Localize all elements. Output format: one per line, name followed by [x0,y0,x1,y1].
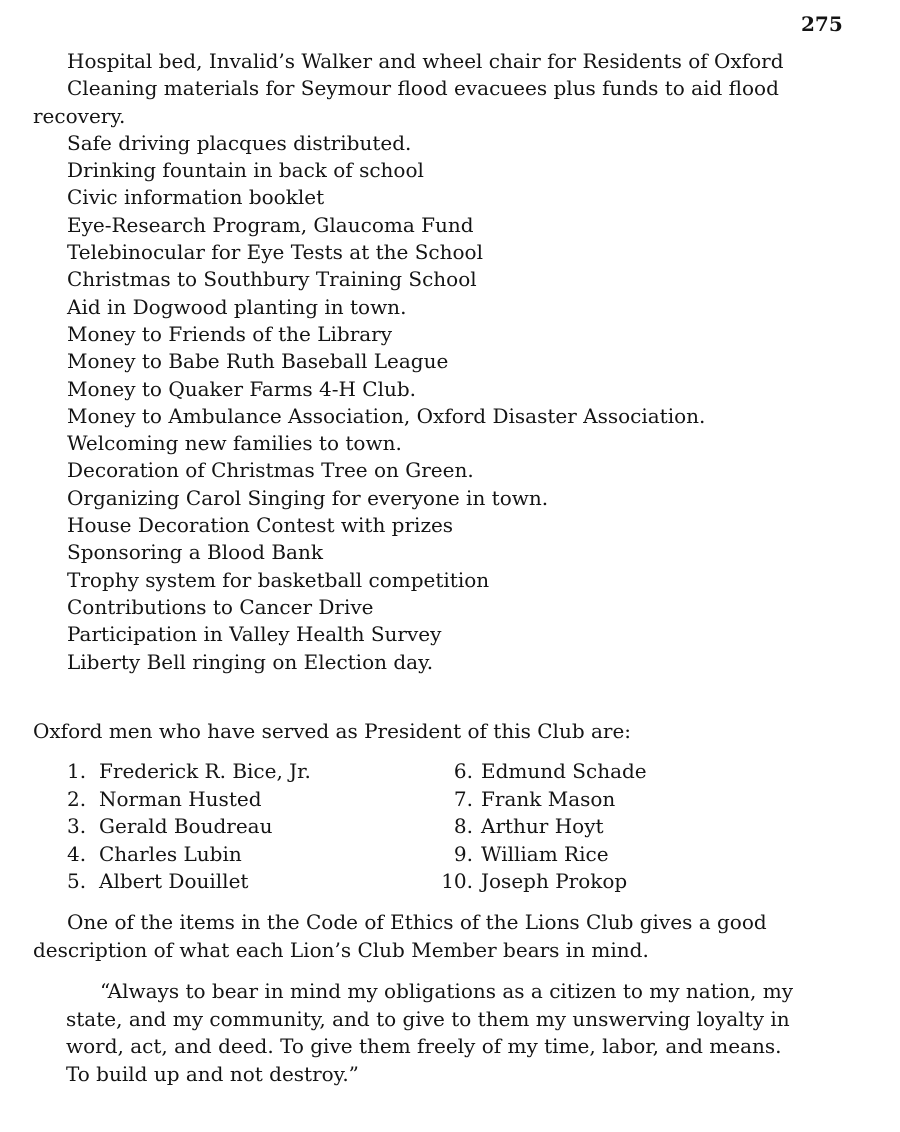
president-name: William Rice [481,841,609,866]
activity-item: Organizing Carol Singing for everyone in town. [67,485,549,510]
president-name: Edmund Schade [481,759,647,783]
activity-item: Safe driving placques distributed. [67,130,412,155]
activity-item: Civic information booklet [67,185,325,210]
activity-item: Money to Friends of the Library [67,321,393,346]
president-number: 10. [441,869,473,893]
page-number: 275 [801,12,843,36]
activity-item: Drinking fountain in back of school [67,158,424,183]
president-entry [67,869,427,897]
president-name: Charles Lubin [99,841,242,866]
president-entry [427,814,687,842]
president-entry [67,787,427,815]
activity-item: Hospital bed, Invalid’s Walker and wheel chair for Residents of Oxford [67,49,784,73]
president-number: 4. [67,841,87,866]
president-name: Gerald Boudreau [99,814,273,838]
activity-item: Eye-Research Program, Glaucoma Fund [67,212,474,237]
president-entry [427,842,687,870]
activity-item: Christmas to Southbury Training School [67,267,477,292]
president-number: 9. [453,841,473,866]
activity-item: Money to Babe Ruth Baseball League [67,349,449,374]
president-number: 1. [67,759,87,783]
presidents-list [67,759,687,897]
activity-item: Money to Quaker Farms 4-H Club. [67,376,417,401]
activity-item: Liberty Bell ringing on Election day. [67,649,434,674]
president-name: Arthur Hoyt [481,814,604,838]
president-entry [427,869,687,897]
activity-item: Cleaning materials for Seymour flood evacuees plus funds to aid flood recovery. [33,76,779,128]
president-name: Joseph Prokop [481,869,628,893]
president-number: 5. [67,869,87,893]
president-name: Albert Douillet [99,869,249,893]
ethics-quote: “Always to bear in mind my obligations as a citizen to my nation, my state, and my community, and to give to them my unswerving loyalty in word, act, and deed. To give them freely of my time, labor, and means. To build up and not destroy.” [66,979,794,1086]
president-number: 3. [67,814,87,838]
president-number: 6. [453,759,473,783]
president-entry [427,759,687,787]
president-entry [427,787,687,815]
president-name: Frank Mason [481,786,616,811]
president-entry [67,814,427,842]
activity-item: House Decoration Contest with prizes [67,513,454,538]
activity-item: Decoration of Christmas Tree on Green. [67,458,474,483]
president-number: 7. [453,786,473,811]
president-number: 2. [67,786,87,811]
ethics-intro-paragraph: One of the items in the Code of Ethics of the Lions Club gives a good description of what each Lion’s Club Member bears in mind. [33,910,767,962]
activity-item: Participation in Valley Health Survey [67,622,442,647]
activity-item: Welcoming new families to town. [67,431,402,456]
activity-item: Aid in Dogwood planting in town. [67,294,407,319]
president-entry [67,759,427,787]
activity-item: Trophy system for basketball competition [67,567,490,592]
president-entry [67,842,427,870]
activities-list [33,48,823,676]
president-name: Norman Husted [99,786,262,811]
activity-item: Telebinocular for Eye Tests at the School [67,240,483,265]
activity-item: Money to Ambulance Association, Oxford Disaster Association. [67,403,706,428]
activity-item: Contributions to Cancer Drive [67,594,374,619]
activity-item: Sponsoring a Blood Bank [67,540,323,565]
president-number: 8. [453,814,473,838]
presidents-heading: Oxford men who have served as President of this Club are: [33,719,632,743]
president-name: Frederick R. Bice, Jr. [99,759,311,783]
